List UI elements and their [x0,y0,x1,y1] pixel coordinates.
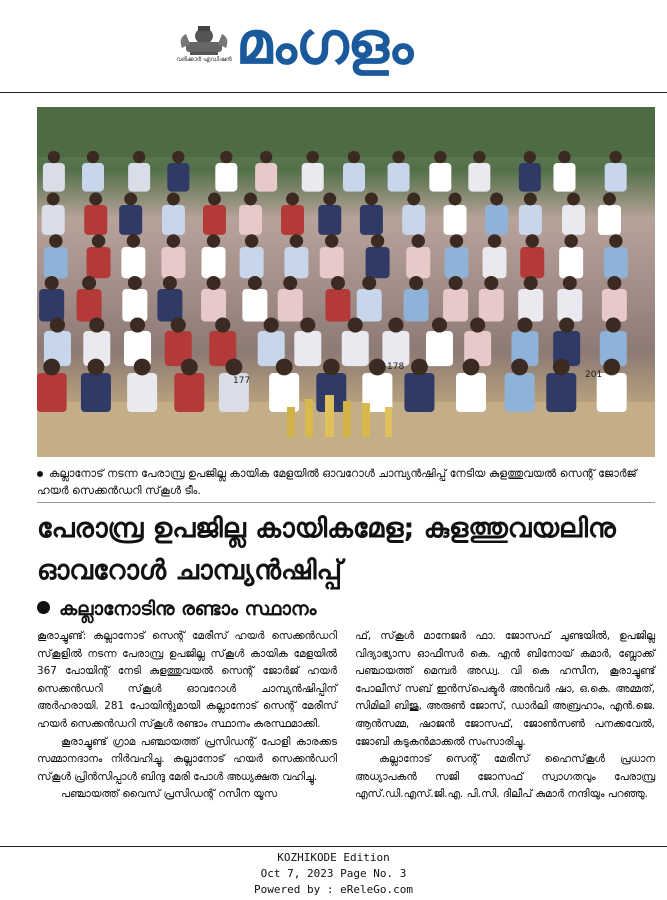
date-page-label: Oct 7, 2023 Page No. 3 [260,867,407,880]
person-figure [485,205,508,235]
subheadline-text: കല്ലാനോടിനു രണ്ടാം സ്ഥാനം [59,598,317,620]
person-figure [605,163,627,192]
photo-caption [37,465,655,499]
person-head [124,193,137,206]
person-head [409,276,423,290]
person-head [171,317,186,332]
person-head [248,276,262,290]
person-figure [342,331,369,366]
person-head [488,234,501,247]
person-head [470,317,485,332]
person-head [134,359,151,376]
person-head [524,276,538,290]
person-head [207,234,220,247]
person-figure [284,247,308,278]
person-figure [127,373,157,412]
person-head [369,359,386,376]
person-figure [404,289,429,322]
person-figure [546,373,576,412]
person-figure [82,163,104,192]
person-head [88,359,105,376]
person-figure [519,163,541,192]
person-figure [598,205,621,235]
person-head [215,317,230,332]
article-column-1 [37,628,337,804]
person-figure [444,205,467,235]
headline: പേരാമ്പ്ര ഉപജില്ല കായികമേള; കുളത്തുവയലിനു ഓവറോൾ ചാമ്പ്യൻഷിപ്പ് [37,513,616,586]
powered-by-label: Powered by : eReleGo.com [254,883,413,896]
person-figure [402,205,425,235]
person-figure [553,163,575,192]
person-head [603,359,620,376]
person-figure [294,331,321,366]
person-figure [161,247,185,278]
person-figure [43,163,65,192]
person-figure [343,163,365,192]
person-figure [483,247,507,278]
person-head [348,317,363,332]
person-head [610,151,622,163]
person-figure [320,247,344,278]
person-figure [520,247,544,278]
person-head [559,317,574,332]
person-head [45,276,59,290]
person-head [47,193,60,206]
person-figure [119,205,142,235]
person-head [331,276,345,290]
person-head [524,193,537,206]
person-head [220,151,232,163]
person-head [48,151,60,163]
brand-logo: മംഗളം [236,9,413,77]
person-head [603,193,616,206]
person-figure [157,289,182,322]
person-figure [39,289,64,322]
person-head [163,276,177,290]
person-figure [388,163,410,192]
person-figure [406,247,430,278]
article-paragraph: കൂരാച്ചുണ്ട് ഗ്രാമ പഞ്ചായത്ത് പ്രസിഡന്റ് പോളി കാരക്കട സമ്മാനദാനം നിർവഹിച്ചു. കല്ലാനോട് ഹയർ സെക്കൻഡറി സ്‌കൂൾ പ്രിൻസിപ്പാൾ ബിന്ദു മേരി പോൾ അധ്യക്ഷത വഹിച്ചു. [37,735,337,783]
person-figure [174,373,204,412]
person-figure [87,247,111,278]
person-figure [318,205,341,235]
person-head [300,317,315,332]
person-head [127,234,140,247]
footer [0,850,667,898]
person-head [450,234,463,247]
person-figure [519,205,542,235]
person-head [43,359,60,376]
person-head [290,234,303,247]
emblem-caption: വരിക്കാർ എഡിഷൻ [176,56,232,63]
person-figure [42,205,65,235]
person-head [511,359,528,376]
person-figure [269,373,299,412]
person-head [407,193,420,206]
person-head [245,234,258,247]
person-head [82,276,96,290]
person-head [325,234,338,247]
person-figure [404,373,434,412]
jersey-number: 178 [387,362,405,372]
person-figure [281,205,304,235]
person-head [50,317,65,332]
person-head [276,359,293,376]
person-head [244,193,257,206]
person-figure [239,205,262,235]
subheadline [37,594,655,624]
person-figure [202,247,226,278]
person-figure [278,289,303,322]
person-head [89,317,104,332]
person-head [307,151,319,163]
jersey-number: 201 [585,370,603,380]
person-figure [468,163,490,192]
person-figure [602,289,627,322]
person-figure [518,289,543,322]
person-head [567,193,580,206]
person-head [563,276,577,290]
person-head [526,234,539,247]
person-head [323,193,336,206]
person-head [49,234,62,247]
person-head [517,317,532,332]
person-figure [121,247,145,278]
person-head [490,193,503,206]
person-head [128,276,142,290]
person-figure [360,205,383,235]
masthead [0,0,667,92]
person-figure [479,289,504,322]
jersey-number: 177 [233,376,251,386]
person-head [283,276,297,290]
person-figure [167,163,189,192]
article-paragraph: ഫ്, സ്‌കൂൾ മാനേജർ ഫാ. ജോസഫ് ചുണ്ടയിൽ, ഉപജില്ല വിദ്യാഭ്യാസ ഓഫീസർ കെ. എൻ ബിനോയ് കുമാർ, ബ്ലോക്ക് പഞ്ചായത്ത് മെമ്പർ അഡ്വ. വി കെ ഹസീന, കൂരാച്ചുണ്ട് പോലീസ് സബ് ഇൻസ്‌പെക്ടർ അൻവർ ഷാ, ഒ.കെ. അമ്മത്, സിമിലി ബിജു, അരുൺ ജോസ്, ഡാർലി അബ്രഹാം, എൻ.ജെ. ആൻസമ്മ, ഷാജൻ ജോസഫ്, ജോൺസൺ പനക്കവേൽ, ജോബി കടുകൻമാക്കൽ സംസാരിച്ചു. [355,630,655,748]
person-figure [37,373,67,412]
person-head [286,193,299,206]
person-head [87,151,99,163]
person-head [371,234,384,247]
person-head [411,359,428,376]
person-head [564,234,577,247]
person-figure [44,247,68,278]
person-head [362,276,376,290]
person-head [348,151,360,163]
masthead-rule [0,92,667,93]
person-head [558,151,570,163]
person-figure [240,247,264,278]
person-figure [242,289,267,322]
person-figure [505,373,535,412]
person-head [432,317,447,332]
person-head [463,359,480,376]
person-head [208,193,221,206]
person-figure [426,331,453,366]
person-head [607,276,621,290]
person-figure [456,373,486,412]
person-head [392,151,404,163]
person-head [264,317,279,332]
person-figure [557,289,582,322]
person-head [167,234,180,247]
person-head [524,151,536,163]
person-head [323,359,340,376]
person-figure [81,373,111,412]
person-head [172,151,184,163]
caption-rule [37,502,655,503]
person-figure [366,247,390,278]
bullet-icon [37,471,43,477]
person-head [609,234,622,247]
footer-rule [0,846,667,847]
person-figure [604,247,628,278]
person-figure [122,289,147,322]
person-figure [203,205,226,235]
person-head [449,276,463,290]
person-head [226,359,243,376]
person-figure [562,205,585,235]
article-paragraph: പഞ്ചായത്ത് വൈസ് പ്രസിഡന്റ് റസീന യൂസ [61,788,278,801]
person-figure [443,289,468,322]
person-head [473,151,485,163]
person-head [388,317,403,332]
bullet-icon [37,601,50,614]
person-head [92,234,105,247]
person-figure [444,247,468,278]
person-head [484,276,498,290]
article-paragraph: കൂരാച്ചുണ്ട്: കല്ലാനോട് സെന്റ് മേരീസ് ഹയർ സെക്കൻഡറി സ്‌കൂളിൽ നടന്ന പേരാമ്പ്ര ഉപജില്ല സ്‌കൂൾ കായിക മേളയിൽ 367 പോയിന്റ് നേടി കുളത്തുവയൽ സെന്റ് ജോർജ് ഹയർ സെക്കൻഡറി സ്‌കൂൾ ഓവറോൾ ചാമ്പ്യൻഷിപ്പിന് അർഹരായി. 281 പോയിന്റുമായി കല്ലാനോട് സെന്റ് മേരീസ് ഹയർ സെക്കൻഡറി സ്‌കൂൾ രണ്ടാം സ്ഥാനം കരസ്ഥമാക്കി. [37,630,337,730]
person-head [449,193,462,206]
team-photo [37,107,655,457]
person-head [130,317,145,332]
person-figure [255,163,277,192]
caption-text: കല്ലാനോട് നടന്ന പേരാമ്പ്ര ഉപജില്ല കായിക മേളയിൽ ഓവറോൾ ചാമ്പ്യൻഷിപ്പ് നേടിയ കുളത്തുവയൽ സെന്റ് ജോർജ് ഹയർ സെക്കൻഡറി സ്‌കൂൾ ടീം. [37,467,637,497]
person-figure [84,205,107,235]
person-head [365,193,378,206]
person-figure [325,289,350,322]
person-figure [357,289,382,322]
person-figure [302,163,324,192]
person-figure [429,163,451,192]
person-head [89,193,102,206]
person-head [553,359,570,376]
person-head [260,151,272,163]
person-head [207,276,221,290]
person-head [167,193,180,206]
person-figure [162,205,185,235]
person-figure [128,163,150,192]
person-figure [215,163,237,192]
person-head [181,359,198,376]
article-paragraph: കല്ലാനോട് സെന്റ് മേരീസ് ഹൈസ്‌കൂൾ പ്രധാന അധ്യാപകൻ സജി ജോസഫ് സ്വാഗതവും പേരാമ്പ്ര എസ്.ഡി.എസ്.ജി.എ. പി.സി. ദിലീപ് കുമാർ നന്ദിയും പറഞ്ഞു. [355,753,655,801]
person-figure [559,247,583,278]
person-head [133,151,145,163]
person-head [606,317,621,332]
person-figure [201,289,226,322]
person-figure [77,289,102,322]
person-head [412,234,425,247]
edition-label: KOZHIKODE Edition [277,851,390,864]
person-figure [382,331,409,366]
person-head [434,151,446,163]
article-column-2 [355,628,655,804]
